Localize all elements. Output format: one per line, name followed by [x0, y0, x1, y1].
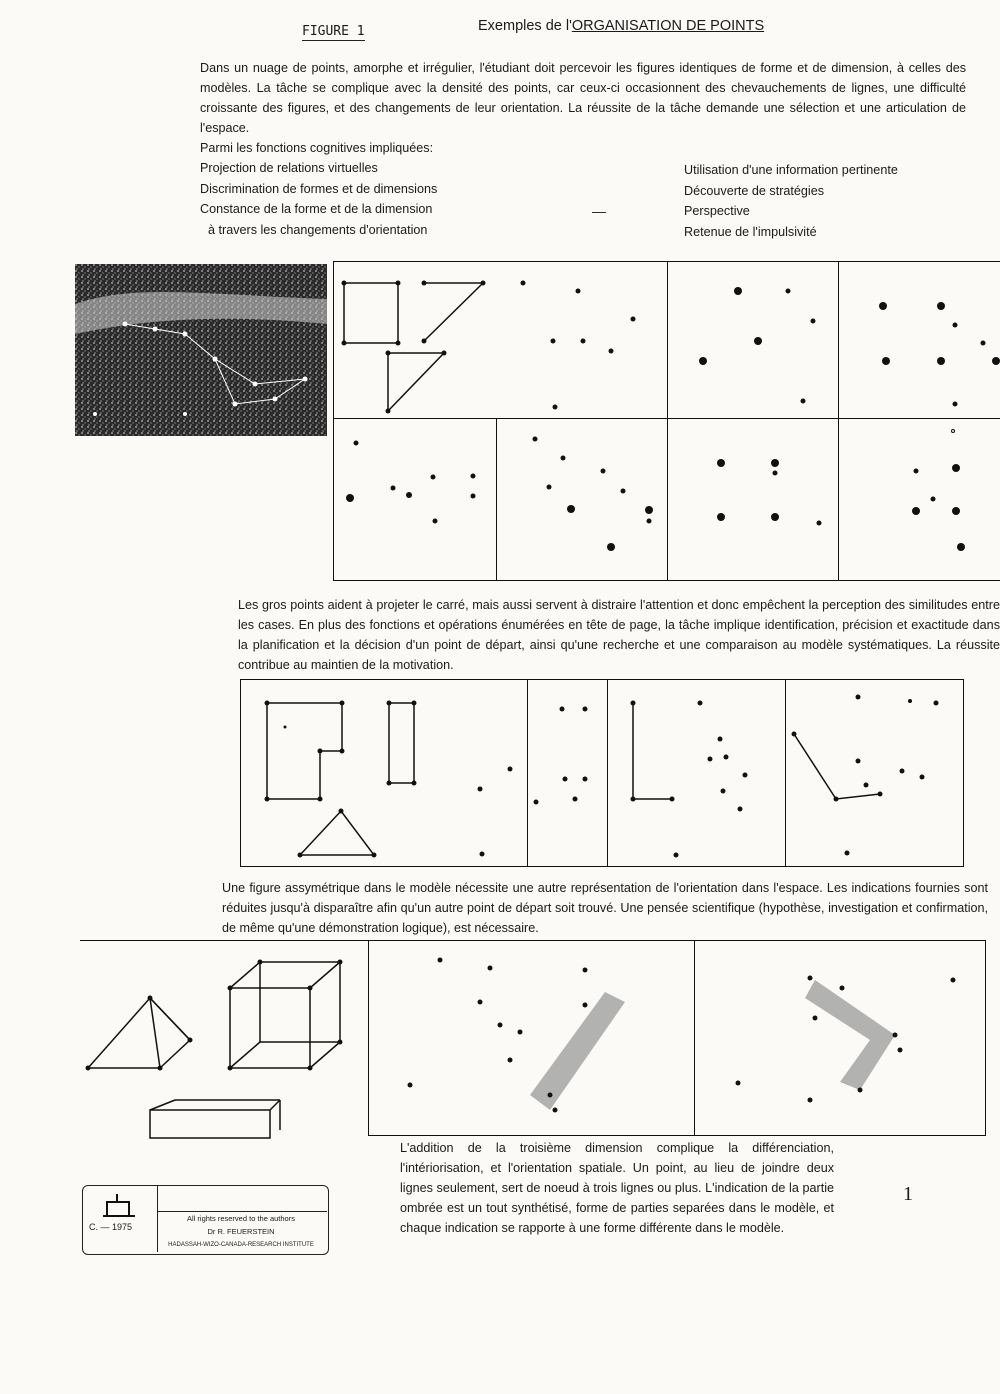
- functions-right-list: [684, 160, 898, 242]
- function-item: Discrimination de formes et de dimensions: [200, 181, 438, 196]
- function-item: Retenue de l'impulsivité: [684, 224, 817, 239]
- page-title: [478, 18, 764, 34]
- function-item: Utilisation d'une information pertinente: [684, 163, 898, 177]
- figure-label: FIGURE 1: [302, 24, 365, 39]
- function-item: à travers les changements d'orientation: [208, 222, 428, 237]
- rights-text: All rights reserved to the authors: [187, 1214, 295, 1223]
- page-number: 1: [903, 1183, 913, 1205]
- copyright-box: [82, 1185, 329, 1255]
- model-square-triangle: [333, 261, 1000, 581]
- title-prefix: Exemples de l': [478, 18, 572, 34]
- model-3d-figures: [80, 940, 990, 1140]
- functions-heading: Parmi les fonctions cognitives impliquées:: [200, 141, 434, 155]
- institute-logo-icon: [101, 1190, 137, 1218]
- section4-paragraph: L'addition de la troisième dimension complique la différenciation, l'intériorisation, et l'orientation spatiale. Un point, au lieu de joindre deux lignes seulement, sert de noeud à trois lignes ou plus. L'indication de la partie ombrée est un tout synthétisé, forme de parties separées dans le modèle, et chaque indication se rapporte à une forme différente dans le modèle.: [400, 1141, 834, 1235]
- institute-text: HADASSAH-WIZO-CANADA-RESEARCH INSTITUTE: [168, 1242, 314, 1248]
- functions-left-list: [200, 158, 437, 240]
- intro-paragraph: Dans un nuage de points, amorphe et irrégulier, l'étudiant doit percevoir les figures identiques de forme et de dimension, à celles des modèles. La tâche se complique avec la densité des points, car ceux-ci occasionnent des chevauchements de lignes, une difficulté croissante des figures, et des changements de leur orientation. La réussite de la tâche demande une sélection et une articulation de l'espace.: [200, 61, 966, 135]
- dash-mark: —: [592, 203, 606, 219]
- function-item: Constance de la forme et de la dimension: [200, 202, 433, 216]
- model-asymmetric-figures: [240, 679, 962, 866]
- starfield-image: [75, 264, 327, 436]
- function-item: Perspective: [684, 204, 750, 218]
- copyright-code: C. — 1975: [89, 1222, 133, 1232]
- section2-paragraph: Les gros points aident à projeter le carré, mais aussi servent à distraire l'attention et donc empêchent la perception des similitudes entre les cases. En plus des fonctions et opérations énumérées en tête de page, la tâche implique identification, précision et exactitude dans la planification et la décision d'un point de départ, ainsi qu'une recherche et une comparaison au modèle systématiques. La réussite contribue au maintien de la motivation.: [238, 598, 1000, 672]
- title-main: ORGANISATION DE POINTS: [571, 18, 765, 34]
- function-item: Découverte de stratégies: [684, 183, 825, 198]
- section3-paragraph: Une figure assymétrique dans le modèle nécessite une autre représentation de l'orientation dans l'espace. Les indications fournies sont réduites jusqu'à disparaître afin qu'un autre point de départ soit trouvé. Une pensée scientifique (hypothèse, investigation et confirmation, de même qu'une démonstration logique), est nécessaire.: [222, 881, 988, 935]
- function-item: Projection de relations virtuelles: [200, 161, 378, 175]
- author-text: Dr R. FEUERSTEIN: [207, 1227, 275, 1236]
